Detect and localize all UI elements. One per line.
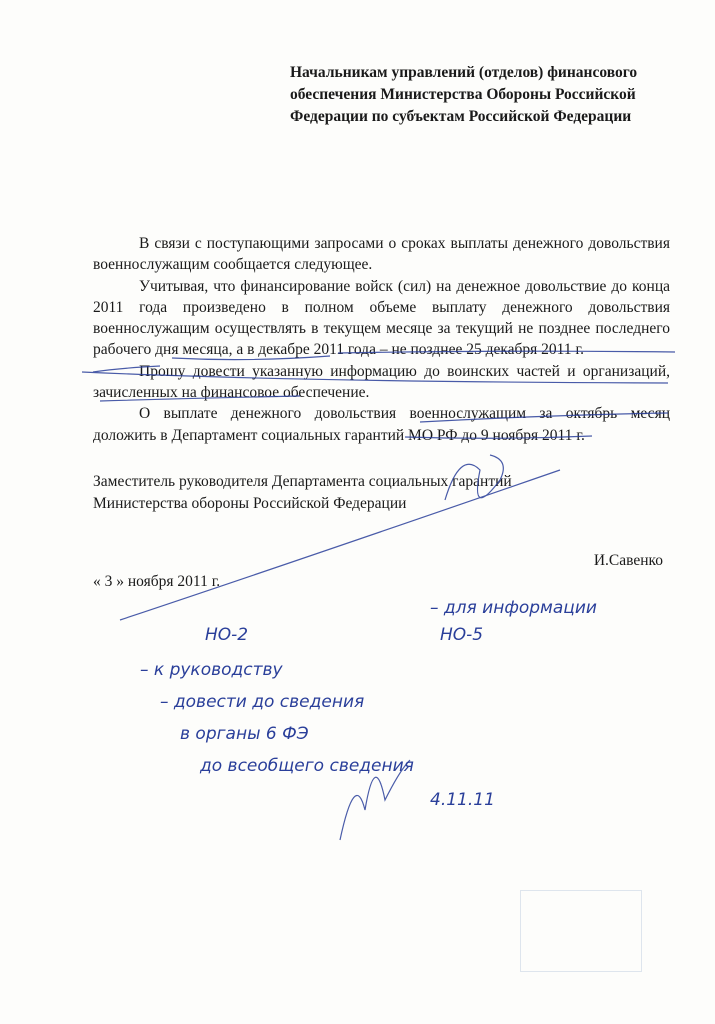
handwritten-note: НО-5 xyxy=(440,625,484,645)
handwritten-note: – довести до сведения xyxy=(160,692,365,712)
addressee-line: Федерации по субъектам Российской Федерации xyxy=(290,108,632,125)
underline xyxy=(405,436,592,438)
handwritten-note: – для информации xyxy=(430,598,597,618)
addressee-line: обеспечения Министерства Обороны Российской xyxy=(290,86,636,103)
handwritten-note: до всеобщего сведения xyxy=(200,756,414,776)
paragraph: В связи с поступающими запросами о сроках выплаты денежного довольствия военнослужащим сообщается следующее. xyxy=(93,235,670,274)
underline xyxy=(338,351,675,353)
signatory-title-line: Заместитель руководителя Департамента социальных гарантий xyxy=(93,473,512,490)
underline xyxy=(420,413,668,422)
paragraph: Учитывая, что финансирование войск (сил) на денежное довольствие до конца 2011 года произведено в полном объеме выплату денежного довольствия военнослужащим осуществлять в текущем месяце за текущий не позднее последнего рабочего дня месяца, а в декабре 2011 года – не позднее 25 декабря 2011 г. xyxy=(93,277,670,359)
registration-stamp xyxy=(520,890,642,972)
document-date: « 3 » ноября 2011 г. xyxy=(93,573,221,590)
handwritten-date: 4.11.11 xyxy=(430,790,495,810)
signatory-title-line: Министерства обороны Российской Федерации xyxy=(93,495,407,512)
underline xyxy=(172,356,330,360)
addressee-line: Начальникам управлений (отделов) финансового xyxy=(290,64,638,81)
handwritten-note: НО-2 xyxy=(205,625,249,645)
signatory-name: И.Савенко xyxy=(593,552,663,569)
underline xyxy=(93,366,160,372)
underline xyxy=(100,396,300,401)
paragraph: Прошу довести указанную информацию до воинских частей и организаций, зачисленных на финансовое обеспечение. xyxy=(93,362,670,402)
underline xyxy=(82,372,668,383)
signature-mark xyxy=(445,455,503,500)
handwritten-note: – к руководству xyxy=(140,660,283,680)
handwritten-note: в органы 6 ФЭ xyxy=(180,724,309,744)
paragraph: О выплате денежного довольствия военнослужащим за октябрь месяц доложить в Департамент социальных гарантий МО РФ до 9 ноября 2011 г. xyxy=(93,405,670,444)
